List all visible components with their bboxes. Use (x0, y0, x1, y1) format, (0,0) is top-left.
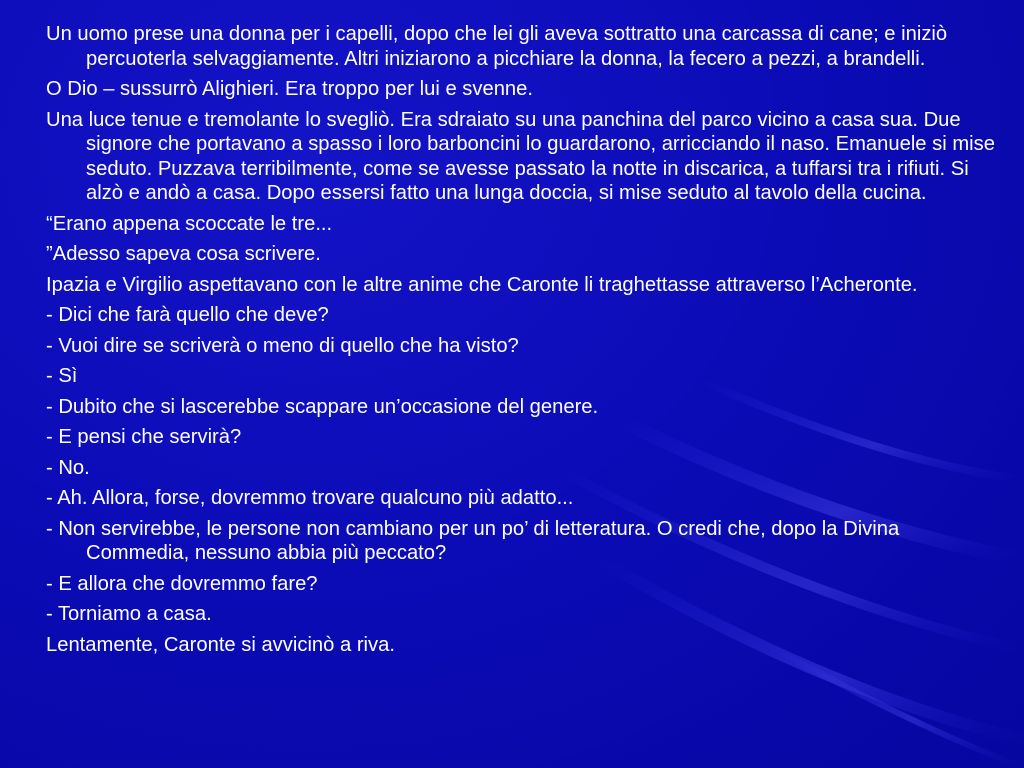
dialogue-line: - Non servirebbe, le persone non cambiano per un po’ di letteratura. O credi che, dopo la Divina Commedia, nessuno abbia più peccato? (46, 517, 900, 564)
paragraph: O Dio – sussurrò Alighieri. Era troppo per lui e svenne. (46, 78, 533, 100)
paragraph: “Erano appena scoccate le tre... (46, 212, 333, 235)
paragraph: Lentamente, Caronte si avvicinò a riva. (46, 633, 395, 656)
slide-text-body (46, 22, 996, 663)
dialogue-line: - Vuoi dire se scriverà o meno di quello che ha visto? (46, 334, 519, 357)
dialogue-line: - Dici che farà quello che deve? (46, 304, 329, 326)
dialogue-line: - E pensi che servirà? (46, 426, 242, 448)
paragraph: Ipazia e Virgilio aspettavano con le altre anime che Caronte li traghettasse attraverso l’Acheronte. (46, 273, 918, 296)
paragraph: Una luce tenue e tremolante lo svegliò. Era sdraiato su una panchina del parco vicino a casa sua. Due signore che portavano a spasso i loro barboncini lo guardarono, arricciando il naso. Emanuele si mise seduto. Puzzava terribilmente, come se avesse passato la notte in discarica, a tuffarsi tra i rifiuti. Si alzò e andò a casa. Dopo essersi fatto una lunga doccia, si mise seduto al tavolo della cucina. (46, 108, 995, 204)
dialogue-line: - Ah. Allora, forse, dovremmo trovare qualcuno più adatto... (46, 487, 574, 509)
dialogue-line: - Sì (46, 365, 78, 387)
paragraph: ”Adesso sapeva cosa scrivere. (46, 243, 321, 265)
dialogue-line: - Torniamo a casa. (46, 603, 212, 625)
dialogue-line: - E allora che dovremmo fare? (46, 572, 318, 595)
dialogue-line: - Dubito che si lascerebbe scappare un’occasione del genere. (46, 395, 599, 418)
paragraph: Un uomo prese una donna per i capelli, dopo che lei gli aveva sottratto una carcassa di cane; e iniziò percuoterla selvaggiamente. Altri iniziarono a picchiare la donna, la fecero a pezzi, a brandelli. (46, 23, 948, 70)
dialogue-line: - No. (46, 456, 90, 479)
